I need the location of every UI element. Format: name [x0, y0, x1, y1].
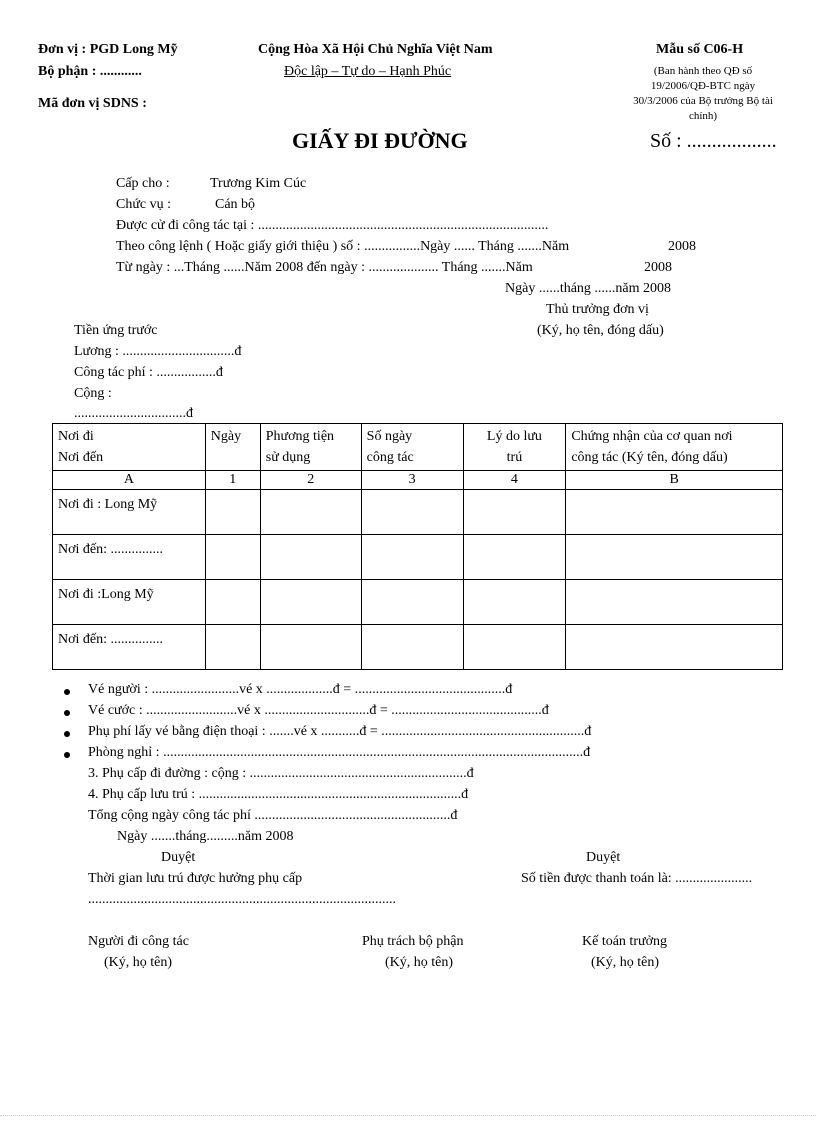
table-row [53, 535, 783, 580]
stay-time: Thời gian lưu trú được hưởng phụ cấp [88, 871, 303, 886]
paid-amount: Số tiền được thanh toán là: ...................... [521, 871, 753, 886]
table-row [53, 580, 783, 625]
lodging: Phòng nghỉ : ........................................................................................................................đ [88, 745, 591, 760]
advance-title: Tiền ứng trước [74, 323, 158, 338]
accountant-title: Kế toán trưởng [582, 934, 667, 949]
place-cell: Nơi đi :Long Mỹ [53, 580, 206, 625]
bullet-icon [64, 752, 70, 758]
approved-right: Duyệt [586, 850, 621, 865]
advance-total: Cộng : [74, 386, 112, 401]
header-cell: Phương tiện sử dụng [260, 424, 361, 471]
header-cell: Nơi đi Nơi đến [53, 424, 206, 471]
index-cell: 1 [205, 471, 260, 490]
travel-table [52, 423, 783, 670]
accountant-note: (Ký, họ tên) [591, 955, 660, 970]
ticket-person: Vé người : .........................vé x ...................đ = ...........................................đ [88, 682, 513, 697]
page-title: GIẤY ĐI ĐƯỜNG [292, 128, 468, 153]
header-cell: Chứng nhận của cơ quan nơi công tác (Ký tên, đóng dấu) [566, 424, 783, 471]
traveler-title: Người đi công tác [88, 934, 189, 949]
approved-left: Duyệt [161, 850, 196, 865]
index-cell: 3 [361, 471, 463, 490]
bullet-icon [64, 731, 70, 737]
index-cell: B [566, 471, 783, 490]
form-number: Mẫu số C06-H [656, 42, 744, 57]
dept-head-note: (Ký, họ tên) [385, 955, 454, 970]
issued-to-label: Cấp cho : [116, 176, 170, 191]
advance-salary: Lương : ................................đ [74, 344, 242, 359]
approval-date: Ngày .......tháng.........năm 2008 [117, 829, 294, 844]
header-cell: Ngày [205, 424, 260, 471]
index-cell: 2 [260, 471, 361, 490]
table-row [53, 625, 783, 670]
lodging-allowance: 4. Phụ cấp lưu trú : ...........................................................................đ [88, 787, 469, 802]
index-cell: 4 [463, 471, 566, 490]
bullet-icon [64, 710, 70, 716]
place-cell: Nơi đến: ............... [53, 535, 206, 580]
unit-label: Đơn vị : PGD Long Mỹ [38, 42, 178, 57]
total-days: Tổng cộng ngày công tác phí ........................................................đ [88, 808, 458, 823]
sdns-label: Mã đơn vị SDNS : [38, 96, 147, 111]
advance-allowance: Công tác phí : .................đ [74, 365, 223, 380]
order-year: 2008 [668, 239, 696, 254]
bullet-icon [64, 689, 70, 695]
travel-allowance: 3. Phụ cấp đi đường : cộng : ..............................................................đ [88, 766, 474, 781]
table-row [53, 490, 783, 535]
table-index-row [53, 471, 783, 490]
document-number: Số : .................. [650, 130, 777, 152]
page-edge [0, 1115, 816, 1116]
phone-surcharge: Phụ phí lấy vé bằng điện thoại : .......vé x ...........đ = ..........................................................đ [88, 724, 592, 739]
place-cell: Nơi đến: ............... [53, 625, 206, 670]
sent-to: Được cử đi công tác tại : ................................................................................... [116, 218, 549, 233]
dept-head-title: Phụ trách bộ phận [362, 934, 464, 949]
issued-to-value: Trương Kim Cúc [210, 176, 307, 191]
index-cell: A [53, 471, 206, 490]
form-note: (Ban hành theo QĐ số 19/2006/QĐ-BTC ngày 30/3/2006 của Bộ trưởng Bộ tài chính) [633, 65, 773, 122]
date-range-year: 2008 [644, 260, 672, 275]
issue-date: Ngày ......tháng ......năm 2008 [505, 281, 672, 296]
position-label: Chức vụ : [116, 197, 172, 212]
table-header-row [53, 424, 783, 471]
date-range: Từ ngày : ...Tháng ......Năm 2008 đến ngày : .................... Tháng .......Năm [116, 260, 533, 275]
ticket-freight: Vé cước : ..........................vé x ..............................đ = ...........................................đ [88, 703, 549, 718]
header-cell: Số ngày công tác [361, 424, 463, 471]
order-line: Theo công lệnh ( Hoặc giấy giới thiệu ) số : ................Ngày ...... Tháng .......Năm [116, 239, 570, 254]
motto: Độc lập – Tự do – Hạnh Phúc [284, 64, 452, 79]
sign-note: (Ký, họ tên, đóng dấu) [537, 323, 664, 338]
head-of-unit: Thủ trưởng đơn vị [546, 302, 649, 317]
department-label: Bộ phận : ............ [38, 64, 142, 79]
dotted-line: ........................................................................................ [88, 892, 396, 907]
place-cell: Nơi đi : Long Mỹ [53, 490, 206, 535]
traveler-note: (Ký, họ tên) [104, 955, 173, 970]
advance-total-line: ................................đ [74, 406, 193, 421]
republic-title: Cộng Hòa Xã Hội Chủ Nghĩa Việt Nam [258, 42, 493, 57]
position-value: Cán bộ [215, 197, 256, 212]
header-cell: Lý do lưu trú [463, 424, 566, 471]
